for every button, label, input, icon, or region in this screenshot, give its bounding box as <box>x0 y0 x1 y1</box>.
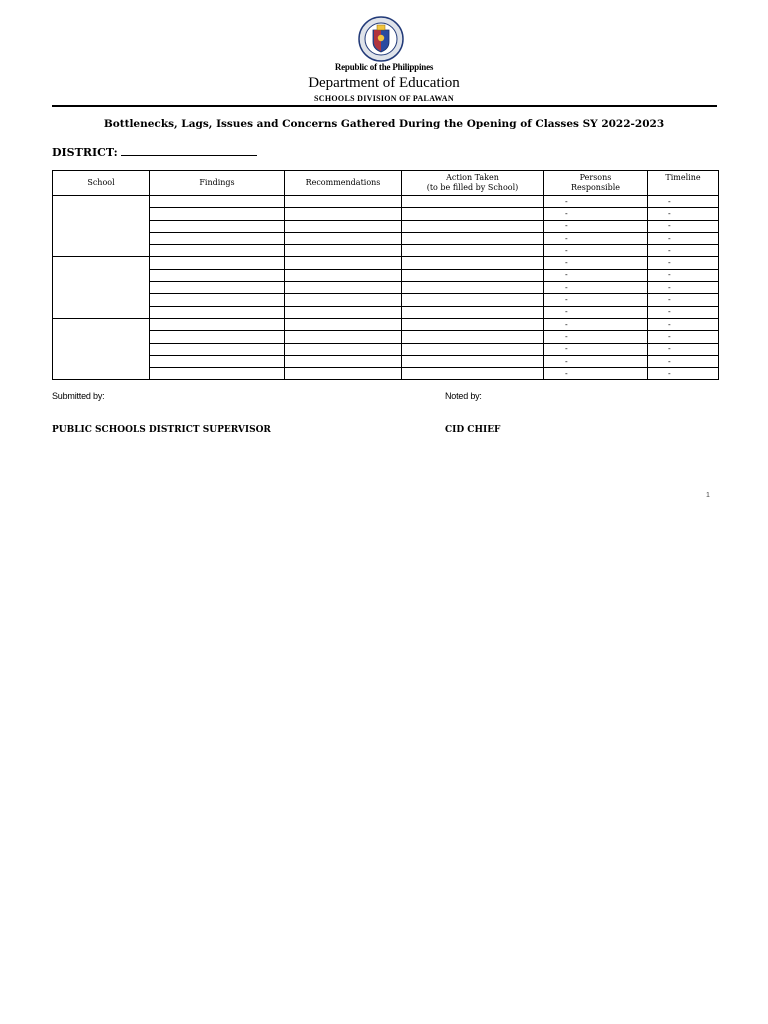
persons-responsible-cell[interactable]: - <box>544 331 648 343</box>
action-taken-cell[interactable] <box>402 343 544 355</box>
recommendations-cell[interactable] <box>285 282 402 294</box>
recommendations-cell[interactable] <box>285 257 402 269</box>
timeline-cell[interactable]: - <box>648 331 719 343</box>
concerns-table <box>52 170 719 380</box>
action-taken-cell[interactable] <box>402 208 544 220</box>
column-header-action-taken <box>402 171 544 196</box>
column-header-findings: Findings <box>150 171 285 196</box>
action-taken-cell[interactable] <box>402 306 544 318</box>
findings-cell[interactable] <box>150 245 285 257</box>
timeline-cell[interactable]: - <box>648 196 719 208</box>
action-taken-cell[interactable] <box>402 368 544 380</box>
table-header-row <box>53 171 719 196</box>
action-taken-cell[interactable] <box>402 294 544 306</box>
findings-cell[interactable] <box>150 355 285 367</box>
persons-responsible-cell[interactable]: - <box>544 245 648 257</box>
findings-cell[interactable] <box>150 196 285 208</box>
timeline-cell[interactable]: - <box>648 257 719 269</box>
document-title: Bottlenecks, Lags, Issues and Concerns Gathered During the Opening of Classes SY 2022-2023 <box>103 118 665 130</box>
school-cell[interactable] <box>53 257 150 318</box>
table-row <box>53 306 719 318</box>
persons-responsible-cell[interactable]: - <box>544 368 648 380</box>
recommendations-cell[interactable] <box>285 355 402 367</box>
header-divider <box>52 105 717 107</box>
persons-responsible-cell[interactable]: - <box>544 196 648 208</box>
action-taken-label: Action Taken <box>446 173 499 182</box>
action-taken-cell[interactable] <box>402 318 544 330</box>
findings-cell[interactable] <box>150 294 285 306</box>
persons-responsible-cell[interactable]: - <box>544 343 648 355</box>
findings-cell[interactable] <box>150 368 285 380</box>
division-heading: SCHOOLS DIVISION OF PALAWAN <box>314 94 454 103</box>
table-row <box>53 245 719 257</box>
table-row <box>53 257 719 269</box>
deped-seal-icon <box>358 16 404 62</box>
action-taken-cell[interactable] <box>402 355 544 367</box>
table-row <box>53 196 719 208</box>
findings-cell[interactable] <box>150 318 285 330</box>
column-header-school: School <box>53 171 150 196</box>
recommendations-cell[interactable] <box>285 208 402 220</box>
district-blank-line[interactable] <box>121 145 257 156</box>
persons-label-line2: Responsible <box>570 183 621 192</box>
action-taken-cell[interactable] <box>402 245 544 257</box>
findings-cell[interactable] <box>150 343 285 355</box>
persons-responsible-cell[interactable]: - <box>544 208 648 220</box>
page-number: 1 <box>706 492 710 499</box>
findings-cell[interactable] <box>150 282 285 294</box>
action-taken-cell[interactable] <box>402 232 544 244</box>
persons-responsible-cell[interactable]: - <box>544 220 648 232</box>
persons-responsible-cell[interactable]: - <box>544 257 648 269</box>
table-row <box>53 355 719 367</box>
persons-responsible-cell[interactable]: - <box>544 232 648 244</box>
timeline-cell[interactable]: - <box>648 245 719 257</box>
recommendations-cell[interactable] <box>285 368 402 380</box>
timeline-cell[interactable]: - <box>648 294 719 306</box>
table-row <box>53 269 719 281</box>
timeline-cell[interactable]: - <box>648 368 719 380</box>
timeline-cell[interactable]: - <box>648 269 719 281</box>
findings-cell[interactable] <box>150 269 285 281</box>
persons-responsible-cell[interactable]: - <box>544 318 648 330</box>
school-cell[interactable] <box>53 196 150 257</box>
recommendations-cell[interactable] <box>285 232 402 244</box>
recommendations-cell[interactable] <box>285 269 402 281</box>
persons-responsible-cell[interactable]: - <box>544 269 648 281</box>
findings-cell[interactable] <box>150 257 285 269</box>
school-cell[interactable] <box>53 318 150 379</box>
persons-label-line1: Persons <box>579 173 612 182</box>
table-row <box>53 318 719 330</box>
republic-heading: Republic of the Philippines <box>334 62 434 72</box>
findings-cell[interactable] <box>150 220 285 232</box>
department-heading: Department of Education <box>308 75 460 91</box>
table-row <box>53 331 719 343</box>
timeline-cell[interactable]: - <box>648 232 719 244</box>
table-row <box>53 282 719 294</box>
persons-responsible-cell[interactable]: - <box>544 282 648 294</box>
action-taken-cell[interactable] <box>402 196 544 208</box>
timeline-cell[interactable]: - <box>648 220 719 232</box>
timeline-cell[interactable]: - <box>648 208 719 220</box>
district-label: DISTRICT: <box>52 146 118 159</box>
column-header-recommendations: Recommendations <box>285 171 402 196</box>
table-row <box>53 232 719 244</box>
findings-cell[interactable] <box>150 208 285 220</box>
table-row <box>53 208 719 220</box>
timeline-cell[interactable]: - <box>648 355 719 367</box>
action-taken-cell[interactable] <box>402 220 544 232</box>
timeline-cell[interactable]: - <box>648 343 719 355</box>
persons-responsible-cell[interactable]: - <box>544 355 648 367</box>
submitter-title: PUBLIC SCHOOLS DISTRICT SUPERVISOR <box>52 425 271 435</box>
findings-cell[interactable] <box>150 306 285 318</box>
recommendations-cell[interactable] <box>285 245 402 257</box>
timeline-cell[interactable]: - <box>648 318 719 330</box>
persons-responsible-cell[interactable]: - <box>544 294 648 306</box>
table-row <box>53 220 719 232</box>
action-taken-cell[interactable] <box>402 331 544 343</box>
timeline-cell[interactable]: - <box>648 306 719 318</box>
submitted-by-label: Submitted by: <box>52 391 105 401</box>
table-row <box>53 343 719 355</box>
findings-cell[interactable] <box>150 232 285 244</box>
recommendations-cell[interactable] <box>285 196 402 208</box>
recommendations-cell[interactable] <box>285 220 402 232</box>
action-taken-cell[interactable] <box>402 257 544 269</box>
action-taken-note: (to be filled by School) <box>426 183 519 192</box>
district-field <box>52 145 257 159</box>
column-header-timeline: Timeline <box>648 171 719 196</box>
noter-title: CID CHIEF <box>445 425 501 435</box>
persons-responsible-cell[interactable]: - <box>544 306 648 318</box>
recommendations-cell[interactable] <box>285 331 402 343</box>
recommendations-cell[interactable] <box>285 294 402 306</box>
timeline-cell[interactable]: - <box>648 282 719 294</box>
recommendations-cell[interactable] <box>285 318 402 330</box>
column-header-persons-responsible <box>544 171 648 196</box>
recommendations-cell[interactable] <box>285 306 402 318</box>
recommendations-cell[interactable] <box>285 343 402 355</box>
table-row <box>53 294 719 306</box>
table-row <box>53 368 719 380</box>
findings-cell[interactable] <box>150 331 285 343</box>
action-taken-cell[interactable] <box>402 269 544 281</box>
action-taken-cell[interactable] <box>402 282 544 294</box>
noted-by-label: Noted by: <box>445 391 482 401</box>
